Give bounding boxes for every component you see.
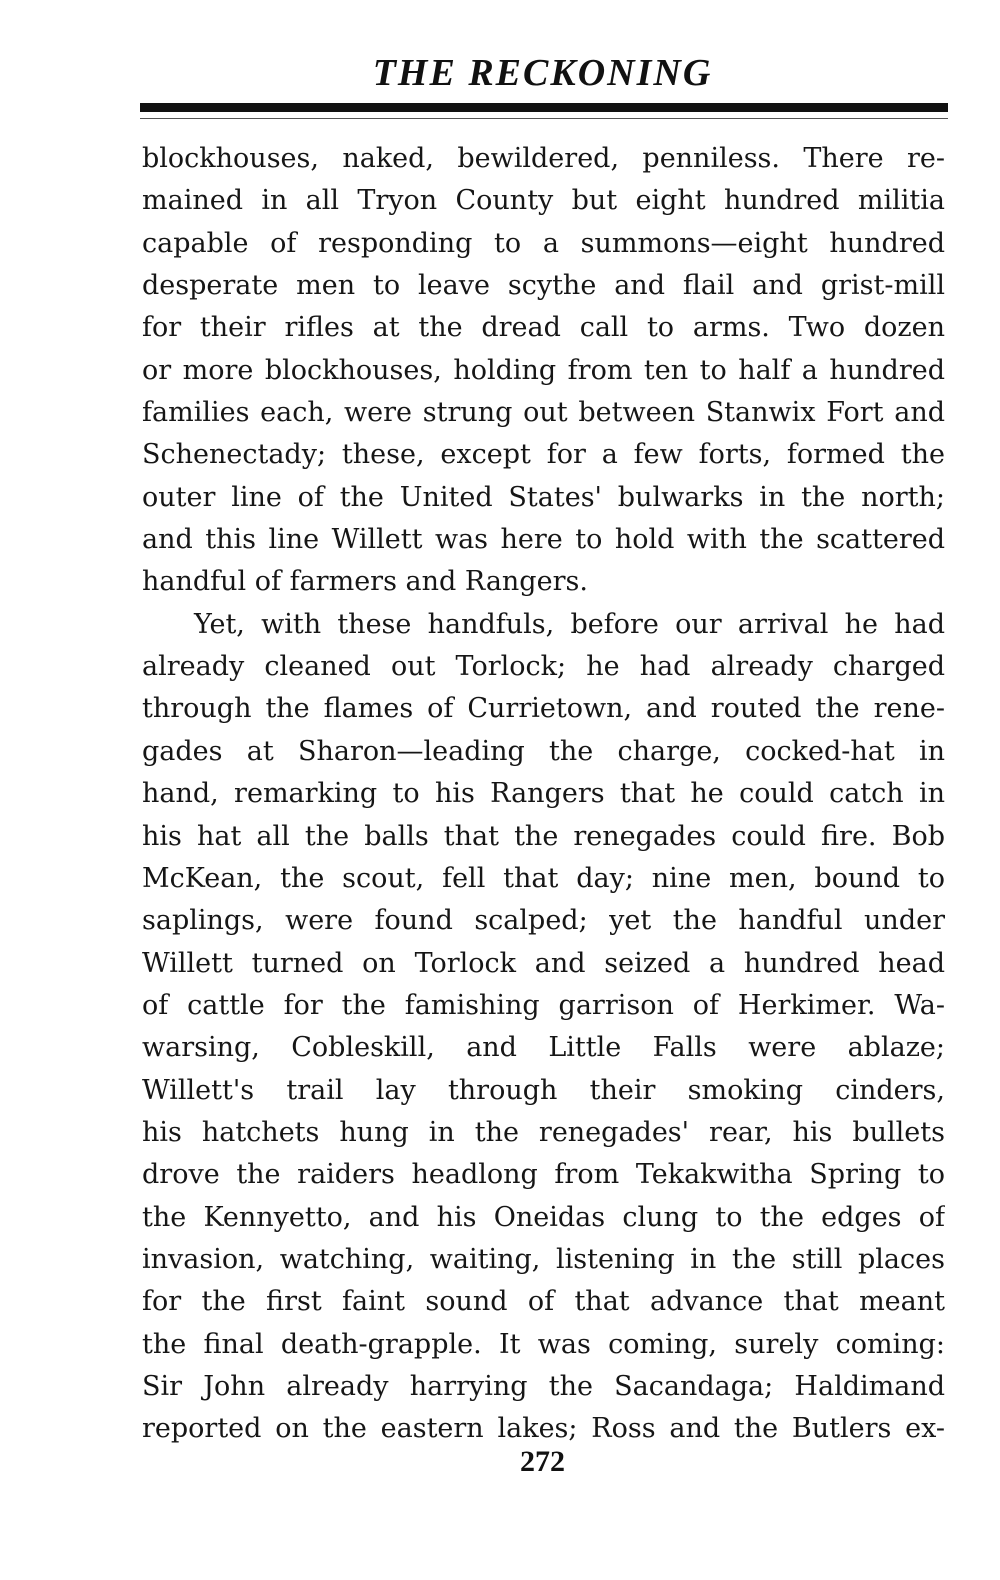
text-line: Sir John already harrying the Sacandaga; Haldimand bbox=[142, 1370, 945, 1402]
text-line: and this line Willett was here to hold with the scattered bbox=[142, 524, 945, 556]
text-line: through the flames of Currietown, and routed the rene- bbox=[142, 693, 945, 725]
text-line: saplings, were found scalped; yet the handful under bbox=[142, 905, 945, 937]
text-line: families each, were strung out between Stanwix Fort and bbox=[142, 397, 945, 429]
text-line: Willett turned on Torlock and seized a hundred head bbox=[142, 947, 945, 979]
header-rule-thin bbox=[140, 118, 948, 119]
text-line: gades at Sharon—leading the charge, cocked-hat in bbox=[142, 735, 945, 767]
body-text bbox=[142, 138, 945, 1451]
text-line: McKean, the scout, fell that day; nine men, bound to bbox=[142, 862, 945, 894]
running-head: THE RECKONING bbox=[372, 52, 713, 94]
text-line: warsing, Cobleskill, and Little Falls were ablaze; bbox=[142, 1032, 945, 1064]
text-line: the final death-grapple. It was coming, surely coming: bbox=[142, 1328, 945, 1360]
text-line: already cleaned out Torlock; he had already charged bbox=[142, 651, 945, 683]
text-line: desperate men to leave scythe and flail and grist-mill bbox=[142, 270, 945, 302]
text-line: reported on the eastern lakes; Ross and the Butlers ex- bbox=[142, 1413, 945, 1445]
page-number: 272 bbox=[520, 1445, 565, 1478]
text-line: drove the raiders headlong from Tekakwitha Spring to bbox=[142, 1159, 945, 1191]
text-line: Yet, with these handfuls, before our arrival he had bbox=[194, 608, 945, 640]
text-line: for the first faint sound of that advance that meant bbox=[142, 1286, 945, 1318]
text-line: his hat all the balls that the renegades could fire. Bob bbox=[142, 820, 945, 852]
text-line: the Kennyetto, and his Oneidas clung to the edges of bbox=[142, 1201, 945, 1233]
text-line: or more blockhouses, holding from ten to half a hundred bbox=[142, 354, 945, 386]
text-line: mained in all Tryon County but eight hundred militia bbox=[142, 185, 945, 217]
text-line: invasion, watching, waiting, listening in the still places bbox=[142, 1243, 945, 1275]
header-rule-thick bbox=[140, 103, 948, 112]
text-line: Willett's trail lay through their smoking cinders, bbox=[142, 1074, 945, 1106]
text-line: for their rifles at the dread call to arms. Two dozen bbox=[142, 312, 945, 344]
text-line: of cattle for the famishing garrison of Herkimer. Wa- bbox=[142, 989, 945, 1021]
text-line: blockhouses, naked, bewildered, penniless. There re- bbox=[142, 143, 945, 174]
text-line: capable of responding to a summons—eight hundred bbox=[142, 227, 945, 259]
text-line: hand, remarking to his Rangers that he could catch in bbox=[142, 778, 945, 810]
text-line: his hatchets hung in the renegades' rear, his bullets bbox=[142, 1116, 945, 1148]
text-line: outer line of the United States' bulwarks in the north; bbox=[142, 481, 945, 513]
text-line: handful of farmers and Rangers. bbox=[142, 566, 588, 598]
text-line: Schenectady; these, except for a few forts, formed the bbox=[142, 439, 945, 471]
